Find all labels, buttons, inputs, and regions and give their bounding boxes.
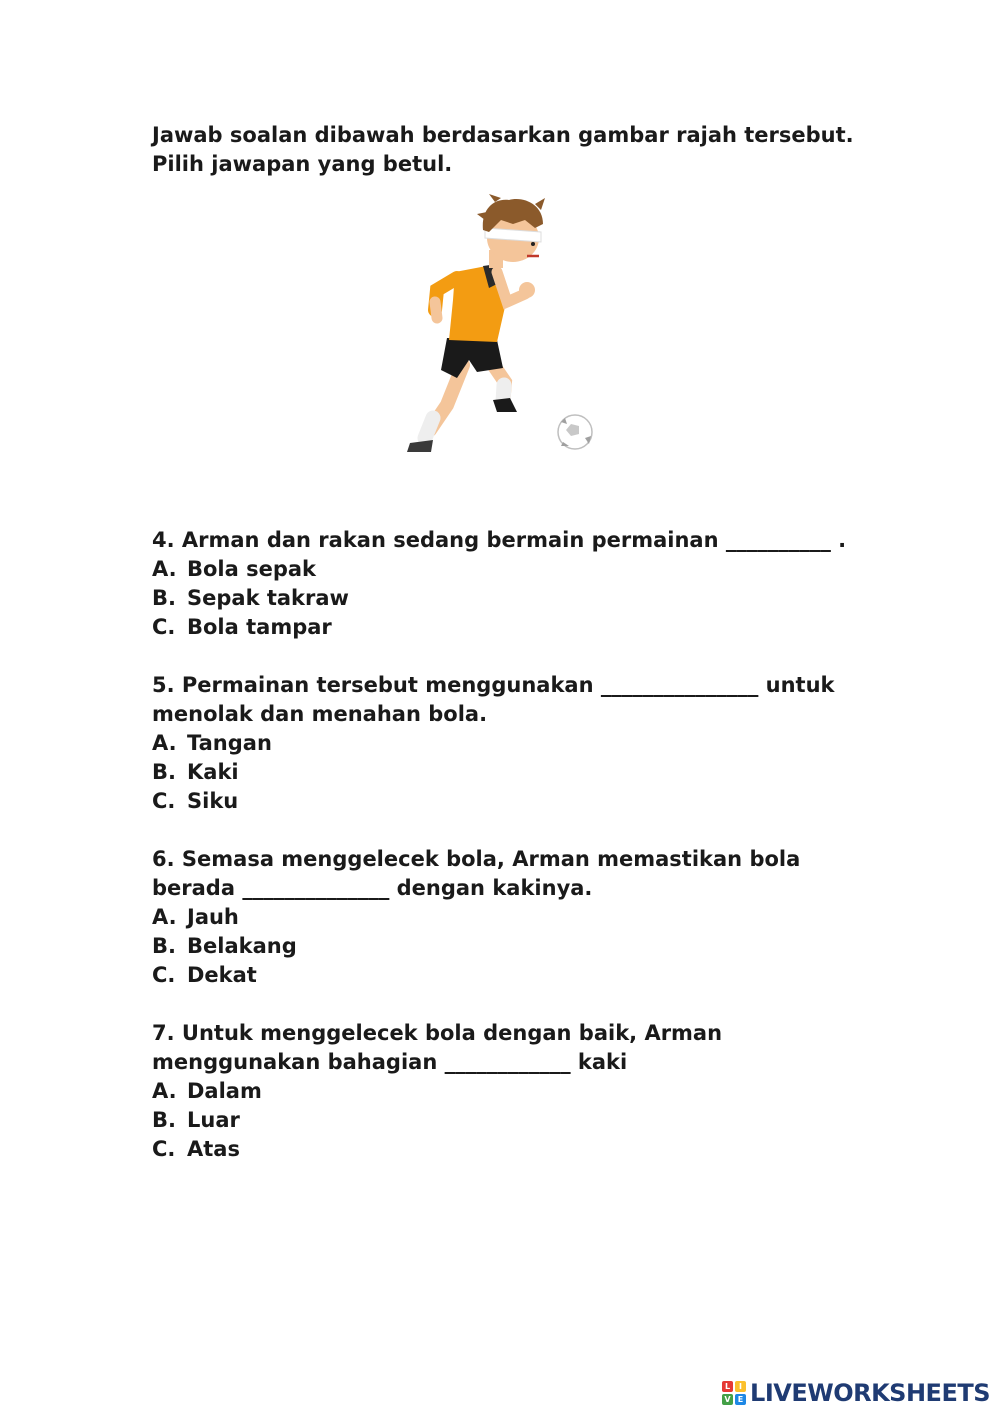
option-text: Siku bbox=[187, 789, 239, 813]
question-text-cont: menolak dan menahan bola. bbox=[152, 702, 488, 726]
logo-letter: E bbox=[735, 1394, 746, 1405]
option-text: Jauh bbox=[187, 905, 239, 929]
option-text: Bola tampar bbox=[187, 615, 332, 639]
option-letter: B. bbox=[152, 586, 176, 610]
logo-letter: I bbox=[735, 1381, 746, 1392]
option-letter: C. bbox=[152, 1137, 176, 1161]
option-text: Dalam bbox=[187, 1079, 262, 1103]
option-c[interactable] bbox=[152, 1135, 912, 1164]
question-text-cont: menggunakan bahagian ____________ kaki bbox=[152, 1050, 628, 1074]
liveworksheets-logo-icon bbox=[722, 1381, 746, 1405]
question-list bbox=[152, 526, 912, 1193]
option-b[interactable] bbox=[152, 1106, 912, 1135]
question-5 bbox=[152, 671, 912, 816]
question-text: 5. Permainan tersebut menggunakan _______________ untuk bbox=[152, 673, 835, 697]
question-text-cont: berada ______________ dengan kakinya. bbox=[152, 876, 593, 900]
option-text: Sepak takraw bbox=[187, 586, 349, 610]
question-7 bbox=[152, 1019, 912, 1164]
option-text: Atas bbox=[187, 1137, 240, 1161]
option-letter: B. bbox=[152, 934, 176, 958]
option-letter: C. bbox=[152, 963, 176, 987]
option-b[interactable] bbox=[152, 932, 912, 961]
football-player-illustration bbox=[385, 190, 615, 465]
option-letter: B. bbox=[152, 1108, 176, 1132]
question-6 bbox=[152, 845, 912, 990]
soccer-player-image bbox=[385, 190, 615, 465]
logo-letter: L bbox=[722, 1381, 733, 1392]
option-c[interactable] bbox=[152, 961, 912, 990]
instruction-line-1: Jawab soalan dibawah berdasarkan gambar rajah tersebut. bbox=[152, 123, 854, 147]
liveworksheets-brand[interactable] bbox=[722, 1379, 990, 1407]
option-text: Tangan bbox=[187, 731, 272, 755]
option-b[interactable] bbox=[152, 584, 912, 613]
option-letter: A. bbox=[152, 731, 177, 755]
option-letter: C. bbox=[152, 789, 176, 813]
option-a[interactable] bbox=[152, 1077, 912, 1106]
option-text: Kaki bbox=[187, 760, 239, 784]
brand-wordmark: LIVEWORKSHEETS bbox=[750, 1379, 990, 1407]
option-a[interactable] bbox=[152, 555, 912, 584]
option-letter: C. bbox=[152, 615, 176, 639]
question-4 bbox=[152, 526, 912, 642]
option-text: Luar bbox=[187, 1108, 240, 1132]
option-letter: A. bbox=[152, 905, 177, 929]
question-text: 7. Untuk menggelecek bola dengan baik, Arman bbox=[152, 1021, 723, 1045]
option-letter: B. bbox=[152, 760, 176, 784]
option-text: Dekat bbox=[187, 963, 257, 987]
option-b[interactable] bbox=[152, 758, 912, 787]
option-c[interactable] bbox=[152, 613, 912, 642]
option-text: Bola sepak bbox=[187, 557, 317, 581]
option-letter: A. bbox=[152, 557, 177, 581]
option-a[interactable] bbox=[152, 903, 912, 932]
logo-letter: V bbox=[722, 1394, 733, 1405]
option-c[interactable] bbox=[152, 787, 912, 816]
soccer-ball-icon bbox=[558, 415, 592, 449]
instruction-line-2: Pilih jawapan yang betul. bbox=[152, 152, 453, 176]
question-text: 4. Arman dan rakan sedang bermain permainan __________ . bbox=[152, 528, 847, 552]
question-text: 6. Semasa menggelecek bola, Arman memastikan bola bbox=[152, 847, 801, 871]
option-a[interactable] bbox=[152, 729, 912, 758]
option-text: Belakang bbox=[187, 934, 297, 958]
instructions bbox=[152, 121, 912, 179]
option-letter: A. bbox=[152, 1079, 177, 1103]
